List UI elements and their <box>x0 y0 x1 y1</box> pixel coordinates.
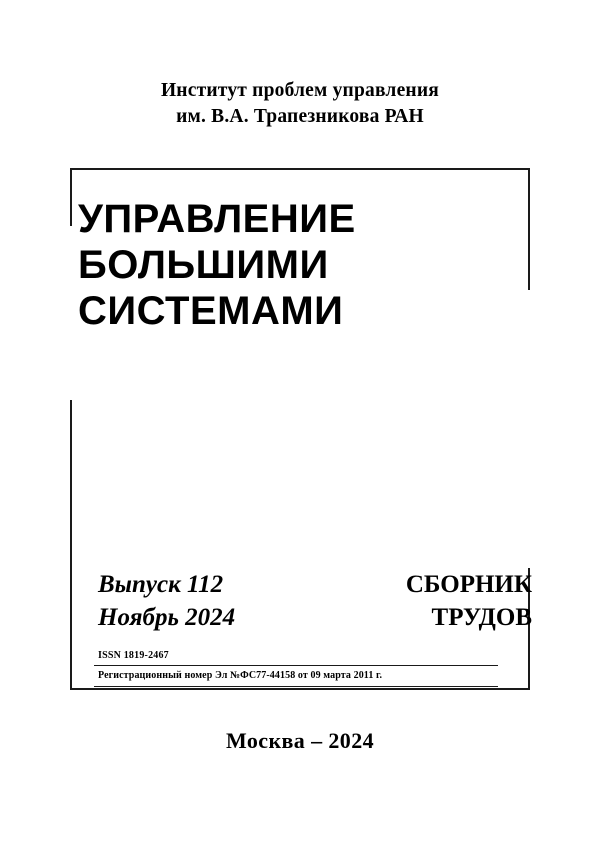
issn-number: ISSN 1819-2467 <box>98 650 169 661</box>
page-title-line-2: БОЛЬШИМИ <box>78 243 329 287</box>
page-title-line-3: СИСТЕМАМИ <box>78 289 344 333</box>
frame-rule-left-lower <box>70 400 72 690</box>
frame-rule-bottom <box>70 688 530 690</box>
divider-below-registration <box>94 686 498 687</box>
collection-type-line-1: СБОРНИК <box>405 571 532 598</box>
issue-number: Выпуск 112 <box>98 571 224 598</box>
issue-info <box>98 568 235 634</box>
imprint-city-year: Москва – 2024 <box>226 728 374 753</box>
divider-above-registration <box>94 665 498 666</box>
collection-type-line-2: ТРУДОВ <box>431 604 532 631</box>
frame-rule-top <box>70 168 530 170</box>
frame-rule-left-upper <box>70 168 72 226</box>
page-title-line-1: УПРАВЛЕНИЕ <box>78 197 356 241</box>
issue-date: Ноябрь 2024 <box>98 604 236 631</box>
institute-name <box>0 78 600 130</box>
registration-number: Регистрационный номер Эл №ФС77-44158 от 09 марта 2011 г. <box>98 670 383 681</box>
collection-type <box>406 568 532 634</box>
institute-name-line-2: им. В.А. Трапезникова РАН <box>176 106 424 127</box>
page-title <box>78 196 548 334</box>
institute-name-line-1: Институт проблем управления <box>160 80 440 101</box>
